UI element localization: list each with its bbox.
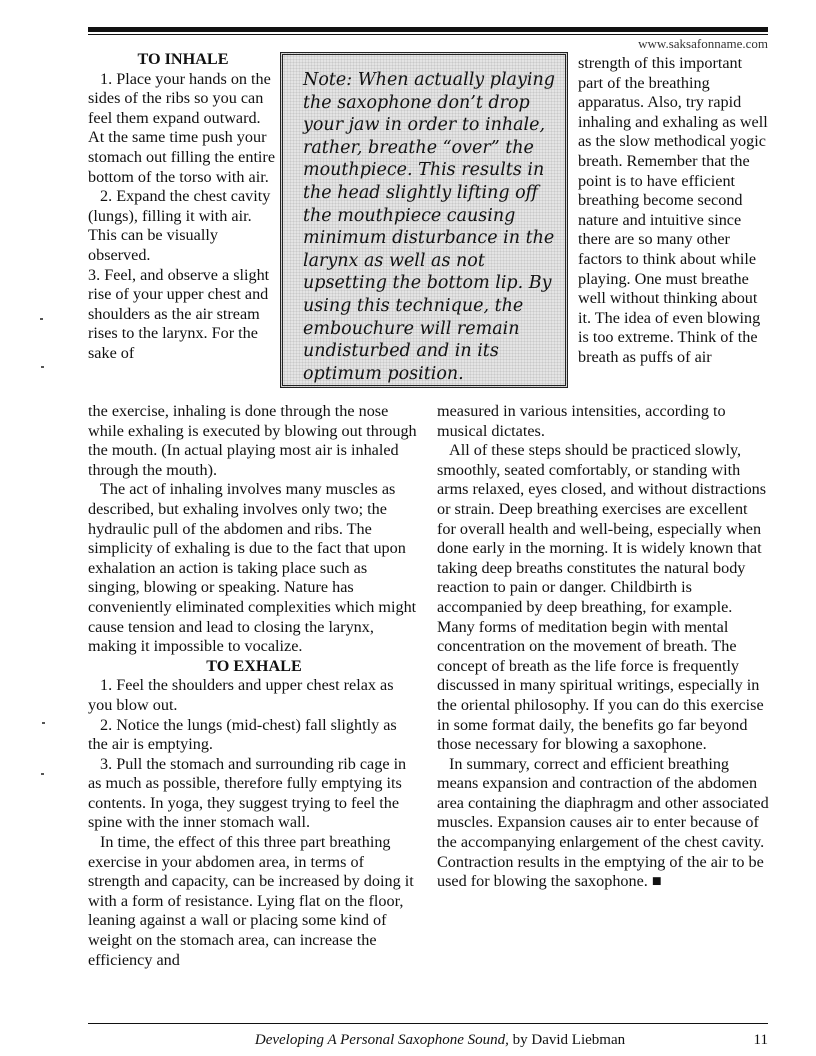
strength-paragraph-continued: measured in various intensities, according to musical dictates. — [437, 402, 726, 440]
bottom-rule — [88, 1023, 768, 1024]
steps-paragraph: All of these steps should be practiced slowly, smoothly, seated comfortably, or standing with arms relaxed, eyes closed, and without distractions or strain. Deep breathing exercises are excellent for overall health and well-being, especially when done early in the morning. It is widely known that taking deep breaths constitutes the natural body reaction to pain or danger. Childbirth is accompanied by deep breathing, for example. Many forms of meditation begin with mental concentration on the movement of breath. The concept of breath as the life force is frequently discussed in many spiritual writings, especially in the oriental philosophy. If you can do this exercise in some format daily, the benefits go far beyond those necessary for blowing a saxophone. — [437, 441, 767, 754]
column-2-lower — [437, 402, 770, 892]
running-footer — [200, 1032, 680, 1049]
top-rule-thick — [88, 27, 768, 32]
book-title: Developing A Personal Saxophone Sound, — [254, 1032, 509, 1048]
margin-speck — [41, 366, 44, 368]
top-rule-thin — [88, 34, 768, 35]
exhale-step-3: 3. Pull the stomach and surrounding rib cage in as much as possible, therefore fully emptying its contents. In yoga, they suggest trying to feel the spine with the inner stomach wall. — [88, 754, 407, 832]
inhale-step-3: 3. Feel, and observe a slight rise of your upper chest and shoulders as the air stream rises to the larynx. For the sake of — [88, 265, 270, 362]
inhale-heading: TO INHALE — [137, 50, 229, 68]
margin-speck — [41, 773, 44, 775]
exhale-step-2: 2. Notice the lungs (mid-chest) fall slightly as the air is emptying. — [88, 715, 397, 754]
act-paragraph: The act of inhaling involves many muscles as described, but exhaling involves only two; the hydraulic pull of the abdomen and ribs. The simplicity of exhaling is due to the fact that upon exhalation an action is taking place such as singing, blowing or speaking. Nature has conveniently eliminated complexities which might cause tension and lead to closing the larynx, making it impossible to vocalize. — [88, 480, 417, 656]
margin-speck — [40, 318, 43, 320]
strength-paragraph: strength of this important part of the breathing apparatus. Also, try rapid inhaling and exhaling as well as the slow methodical yogic breath. Remember that the point is to have efficient breathing become second nature and intuitive since there are so many other factors to think about while playing. One must breathe well without thinking about it. The idea of even blowing is too extreme. Think of the breath as puffs of air — [578, 54, 768, 366]
author: by David Liebman — [508, 1032, 626, 1048]
column-1-lower — [88, 402, 420, 970]
source-url: www.saksafonname.com — [638, 36, 768, 51]
inhale-step-3-continued: the exercise, inhaling is done through the nose while exhaling is executed by blowing out through the mouth. (In actual playing most air is inhaled through the mouth). — [88, 402, 417, 479]
exhale-heading: TO EXHALE — [206, 656, 302, 675]
exhale-step-1: 1. Feel the shoulders and upper chest relax as you blow out. — [88, 676, 394, 714]
column-1-upper — [88, 50, 278, 364]
summary-paragraph: In summary, correct and efficient breathing means expansion and contraction of the abdomen area containing the diaphragm and other associated muscles. Expansion causes air to enter because of the accompanying enlargement of the chest cavity. Contraction results in the emptying of the air to be used for blowing the saxophone. ■ — [437, 754, 769, 891]
inhale-step-1: 1. Place your hands on the sides of the ribs so you can feel them expand outward. At the same time push your stomach out filling the entire bottom of the torso with air. — [88, 69, 276, 186]
note-text: Note: When actually playing the saxophone don’t drop your jaw in order to inhale, rather, breathe “over” the mouthpiece. This results in the head slightly lifting off the mouthpiece causing minimum disturbance in the larynx as well as not upsetting the bottom lip. By using this technique, the embouchure will remain undisturbed and in its optimum position. — [303, 70, 555, 384]
inhale-step-2: 2. Expand the chest cavity (lungs), filling it with air. This can be visually observed. — [88, 187, 271, 264]
note-box — [280, 52, 568, 388]
margin-speck — [42, 722, 45, 724]
page-number: 11 — [753, 1032, 768, 1048]
in-time-paragraph: In time, the effect of this three part breathing exercise in your abdomen area, in terms of strength and capacity, can be increased by doing it with a form of resistance. Lying flat on the floor, leaning against a wall or placing some kind of weight on the stomach area, can increase the efficiency and — [88, 833, 414, 969]
column-2-upper — [578, 54, 770, 368]
